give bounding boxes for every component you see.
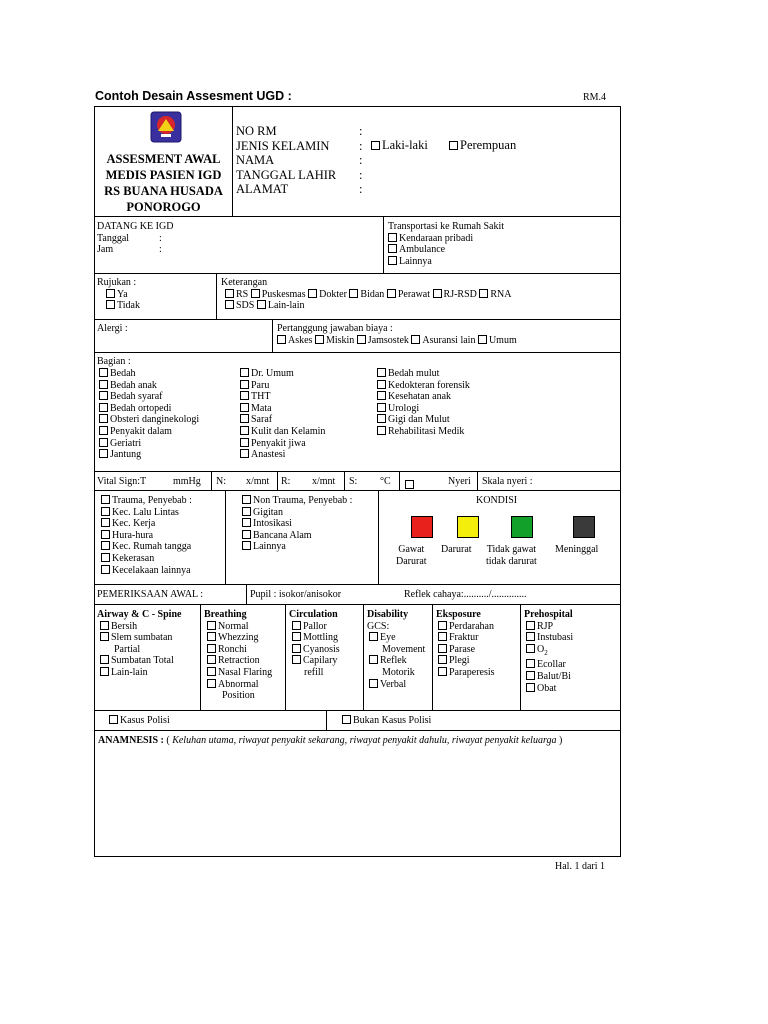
ket-option[interactable]: Perawat bbox=[387, 289, 430, 300]
bagian-option[interactable]: Gigi dan Mulut bbox=[377, 414, 470, 426]
gender-male-option[interactable]: Laki-laki bbox=[371, 138, 428, 153]
transport-option[interactable]: Kendaraan pribadi bbox=[388, 233, 504, 245]
pemeriksaan-title: PEMERIKSAAN AWAL : bbox=[97, 589, 204, 600]
prehospital-option[interactable]: Ecollar bbox=[526, 659, 573, 671]
gcs-label: GCS: bbox=[367, 620, 390, 632]
eksposure-option[interactable]: Fraktur bbox=[438, 632, 495, 644]
bukan-kasus-polisi-option[interactable]: Bukan Kasus Polisi bbox=[342, 715, 431, 727]
bagian-option[interactable]: Bedah mulut bbox=[377, 368, 470, 380]
disability-section: Disability GCS: Eye Movement Reflek Motorik Verbal bbox=[367, 609, 426, 690]
trauma-col2 bbox=[242, 495, 352, 553]
trauma-option[interactable]: Hura-hura bbox=[101, 530, 192, 542]
ket-option[interactable]: SDS bbox=[225, 300, 254, 311]
ket-option[interactable]: Bidan bbox=[349, 289, 384, 300]
eksposure-option[interactable]: Paraperesis bbox=[438, 667, 495, 679]
prehospital-option[interactable]: Balut/Bi bbox=[526, 671, 573, 683]
breathing-option[interactable]: Whezzing bbox=[207, 632, 272, 644]
checkbox[interactable] bbox=[371, 141, 380, 150]
bagian-option[interactable]: Geriatri bbox=[99, 438, 199, 450]
payment-option[interactable]: Miskin bbox=[315, 335, 354, 346]
page-footer: Hal. 1 dari 1 bbox=[555, 861, 605, 872]
circulation-option-cont: refill bbox=[304, 666, 324, 678]
bagian-option[interactable]: Bedah anak bbox=[99, 380, 199, 392]
bagian-option[interactable]: Anastesi bbox=[240, 449, 325, 461]
bagian-option[interactable]: Penyakit dalam bbox=[99, 426, 199, 438]
breathing-option[interactable]: Normal bbox=[207, 621, 272, 633]
kondisi-color-swatch[interactable] bbox=[411, 516, 433, 538]
bagian-option[interactable]: Mata bbox=[240, 403, 325, 415]
trauma-option[interactable]: Kekerasan bbox=[101, 553, 192, 565]
airway-option[interactable]: Slem sumbatan bbox=[100, 632, 181, 644]
airway-option-cont: Partial bbox=[114, 643, 141, 655]
airway-option[interactable]: Sumbatan Total bbox=[100, 655, 181, 667]
ket-option[interactable]: RNA bbox=[479, 289, 511, 300]
patient-id-labels: NO RM JENIS KELAMIN NAMA TANGGAL LAHIR ALAMAT bbox=[236, 124, 337, 197]
kondisi-label: Gawat Darurat bbox=[396, 544, 427, 567]
gender-female-option[interactable]: Perempuan bbox=[449, 138, 516, 153]
breathing-option[interactable]: Abnormal bbox=[207, 679, 272, 691]
prehospital-option[interactable]: Instubasi bbox=[526, 632, 573, 644]
bagian-option[interactable]: Bedah syaraf bbox=[99, 391, 199, 403]
trauma-option[interactable]: Lainnya bbox=[242, 541, 352, 553]
bagian-option[interactable]: THT bbox=[240, 391, 325, 403]
prehospital-option[interactable]: RJP bbox=[526, 621, 573, 633]
breathing-option[interactable]: Retraction bbox=[207, 655, 272, 667]
vital-n-unit: x/mnt bbox=[246, 476, 270, 487]
keterangan-section: Keterangan RS Puskesmas Dokter Bidan Perawat RJ-RSD RNA SDS Lain-lain bbox=[221, 277, 512, 312]
vital-s-unit: °C bbox=[380, 476, 391, 487]
vital-skala: Skala nyeri : bbox=[482, 476, 533, 487]
eksposure-section: Eksposure Perdarahan Fraktur Parase Plegi Paraperesis bbox=[436, 609, 495, 678]
patient-id-colons: : : : : : bbox=[359, 124, 363, 197]
eksposure-option[interactable]: Perdarahan bbox=[438, 621, 495, 633]
trauma-option[interactable]: Kec. Lalu Lintas bbox=[101, 507, 192, 519]
ket-option[interactable]: Lain-lain bbox=[257, 300, 305, 311]
payment-section: Pertanggung jawaban biaya : Askes Miskin Jamsostek Asuransi lain Umum bbox=[277, 323, 517, 346]
trauma-col1 bbox=[101, 495, 192, 576]
alergi-label: Alergi : bbox=[97, 323, 128, 334]
vital-r: R: bbox=[281, 476, 291, 487]
kondisi-color-swatch[interactable] bbox=[511, 516, 533, 538]
checkbox[interactable] bbox=[449, 141, 458, 150]
bagian-col2 bbox=[240, 368, 325, 461]
bagian-option[interactable]: Paru bbox=[240, 380, 325, 392]
payment-option[interactable]: Asuransi lain bbox=[411, 335, 475, 346]
disability-option[interactable]: Verbal bbox=[369, 679, 425, 691]
bagian-option[interactable]: Saraf bbox=[240, 414, 325, 426]
reflek-label: Reflek cahaya:........../.............. bbox=[404, 589, 527, 600]
trauma-option[interactable]: Gigitan bbox=[242, 507, 352, 519]
bagian-option[interactable]: Penyakit jiwa bbox=[240, 438, 325, 450]
trauma-option[interactable]: Trauma, Penyebab : bbox=[101, 495, 192, 507]
vital-mmhg: mmHg bbox=[173, 476, 201, 487]
breathing-option[interactable]: Ronchi bbox=[207, 644, 272, 656]
eksposure-option[interactable]: Parase bbox=[438, 644, 495, 656]
rujukan-option[interactable]: Ya bbox=[106, 289, 140, 301]
airway-section: Airway & C - Spine Bersih Slem sumbatan Partial Sumbatan Total Lain-lain bbox=[97, 609, 182, 678]
bagian-option[interactable]: Rehabilitasi Medik bbox=[377, 426, 470, 438]
kondisi-color-swatch[interactable] bbox=[457, 516, 479, 538]
bagian-option[interactable]: Bedah ortopedi bbox=[99, 403, 199, 415]
disability-option-cont: Movement bbox=[382, 643, 426, 655]
disability-option-cont: Motorik bbox=[382, 666, 415, 678]
trauma-option[interactable]: Bancana Alam bbox=[242, 530, 352, 542]
circulation-section: Circulation Pallor Mottling Cyanosis Capilary refill bbox=[289, 609, 340, 678]
trauma-option[interactable]: Kec. Kerja bbox=[101, 518, 192, 530]
ket-option[interactable]: Puskesmas bbox=[251, 289, 306, 300]
datang-section: DATANG KE IGD Tanggal : Jam : bbox=[97, 221, 174, 256]
breathing-option[interactable]: Nasal Flaring bbox=[207, 667, 272, 679]
prehospital-option[interactable]: $O_2$ bbox=[526, 644, 573, 660]
anamnesis-textarea[interactable] bbox=[96, 750, 619, 854]
disability-option[interactable]: Eye bbox=[369, 632, 425, 644]
rujukan-section: Rujukan : Ya Tidak bbox=[97, 277, 140, 312]
page-title: Contoh Desain Assesment UGD : bbox=[95, 89, 292, 103]
kasus-polisi-option[interactable]: Kasus Polisi bbox=[109, 715, 170, 727]
bagian-col1 bbox=[99, 368, 199, 461]
breathing-section: Breathing Normal Whezzing Ronchi Retraction Nasal Flaring Abnormal Position bbox=[204, 609, 273, 702]
institution-name: ASSESMENT AWAL MEDIS PASIEN IGD RS BUANA HUSADA PONOROGO bbox=[104, 152, 223, 214]
bagian-option[interactable]: Kedokteran forensik bbox=[377, 380, 470, 392]
breathing-option-cont: Position bbox=[222, 690, 255, 702]
nyeri-checkbox[interactable] bbox=[405, 475, 416, 493]
pupil-label: Pupil : isokor/anisokor bbox=[250, 589, 342, 600]
vital-r-unit: x/mnt bbox=[312, 476, 336, 487]
bagian-option[interactable]: Bedah bbox=[99, 368, 199, 380]
payment-option[interactable]: Askes bbox=[277, 335, 312, 346]
bagian-option[interactable]: Jantung bbox=[99, 449, 199, 461]
transport-option[interactable]: Ambulance bbox=[388, 244, 504, 256]
trauma-option[interactable]: Non Trauma, Penyebab : bbox=[242, 495, 352, 507]
kondisi-color-swatch[interactable] bbox=[573, 516, 595, 538]
airway-option[interactable]: Bersih bbox=[100, 621, 181, 633]
vital-s: S: bbox=[349, 476, 358, 487]
prehospital-section: Prehospital RJP Instubasi $O_2$ Ecollar Balut/Bi Obat bbox=[524, 609, 574, 694]
ket-option[interactable]: Dokter bbox=[308, 289, 347, 300]
transport-option[interactable]: Lainnya bbox=[388, 256, 504, 268]
circulation-option[interactable]: Pallor bbox=[292, 621, 340, 633]
bagian-option[interactable]: Kesehatan anak bbox=[377, 391, 470, 403]
payment-option[interactable]: Umum bbox=[478, 335, 517, 346]
ket-option[interactable]: RS bbox=[225, 289, 248, 300]
bagian-title: Bagian : bbox=[97, 356, 131, 367]
payment-option[interactable]: Jamsostek bbox=[357, 335, 409, 346]
vital-t: Vital Sign:T bbox=[97, 476, 147, 487]
kondisi-label: Darurat bbox=[441, 544, 472, 555]
vital-n: N: bbox=[216, 476, 226, 487]
trauma-option[interactable]: Kec. Rumah tangga bbox=[101, 541, 192, 553]
kondisi-label: Tidak gawat tidak darurat bbox=[486, 544, 537, 567]
kondisi-title: KONDISI bbox=[476, 495, 518, 506]
bagian-option[interactable]: Kulit dan Kelamin bbox=[240, 426, 325, 438]
anamnesis-heading: ANAMNESIS : ( Keluhan utama, riwayat penyakit sekarang, riwayat penyakit dahulu, riwayat penyakit keluarga ) bbox=[98, 735, 563, 746]
trauma-option[interactable]: Kecelakaan lainnya bbox=[101, 565, 192, 577]
rm-code: RM.4 bbox=[583, 92, 607, 103]
bagian-col3 bbox=[377, 368, 470, 438]
circulation-option[interactable]: Mottling bbox=[292, 632, 340, 644]
trauma-option[interactable]: Intosikasi bbox=[242, 518, 352, 530]
transport-section: Transportasi ke Rumah Sakit Kendaraan pribadi Ambulance Lainnya bbox=[388, 221, 505, 267]
bagian-option[interactable]: Urologi bbox=[377, 403, 470, 415]
circulation-option[interactable]: Capilary bbox=[292, 655, 340, 667]
kondisi-label: Meninggal bbox=[555, 544, 599, 555]
circulation-option[interactable]: Cyanosis bbox=[292, 644, 340, 656]
airway-option[interactable]: Lain-lain bbox=[100, 667, 181, 679]
hospital-logo bbox=[147, 110, 185, 146]
ket-option[interactable]: RJ-RSD bbox=[433, 289, 477, 300]
prehospital-option[interactable]: Obat bbox=[526, 683, 573, 695]
bagian-option[interactable]: Obsteri danginekologi bbox=[99, 414, 199, 426]
bagian-option[interactable]: Dr. Umum bbox=[240, 368, 325, 380]
disability-option[interactable]: Reflek bbox=[369, 655, 425, 667]
eksposure-option[interactable]: Plegi bbox=[438, 655, 495, 667]
vital-nyeri: Nyeri bbox=[448, 476, 471, 487]
rujukan-option[interactable]: Tidak bbox=[106, 300, 140, 312]
